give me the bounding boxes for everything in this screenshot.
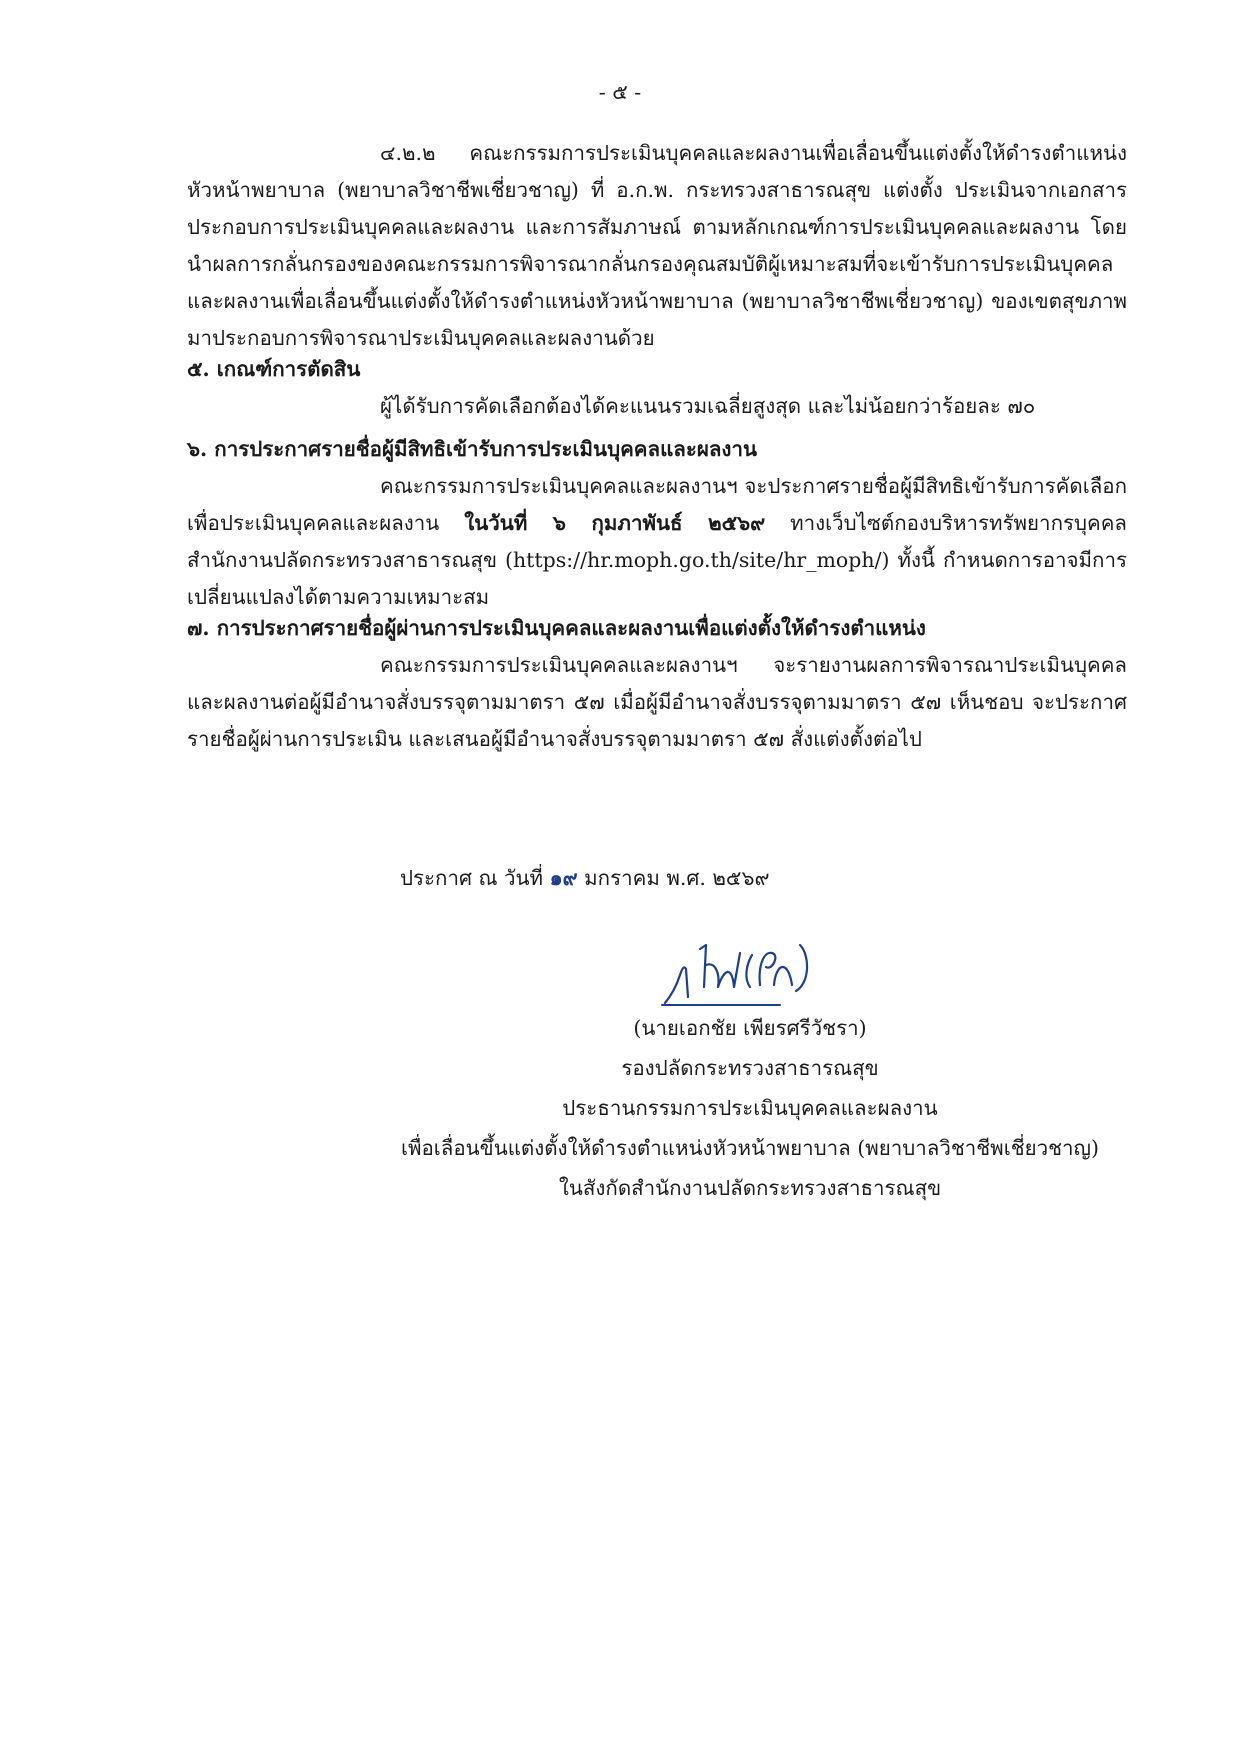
section-7-heading: ๗. การประกาศรายชื่อผู้ผ่านการประเมินบุคคลและผลงานเพื่อแต่งตั้งให้ดำรงตำแหน่ง xyxy=(187,616,926,640)
signatory-position: รองปลัดกระทรวงสาธารณสุข xyxy=(621,1056,879,1080)
signatory-role-3: ในสังกัดสำนักงานปลัดกระทรวงสาธารณสุข xyxy=(558,1176,942,1200)
announcement-date xyxy=(400,860,1000,897)
announcement-prefix: ประกาศ ณ วันที่ xyxy=(400,866,544,890)
signatory-role-2: เพื่อเลื่อนขึ้นแต่งตั้งให้ดำรงตำแหน่งหัวหน้าพยาบาล (พยาบาลวิชาชีพเชี่ยวชาญ) xyxy=(400,1136,1100,1160)
page-number: - ๕ - xyxy=(598,80,642,104)
signatory-name: (นายเอกชัย เพียรศรีวัชรา) xyxy=(633,1016,867,1040)
section-6-text-after: ทางเว็บไซต์กองบริหารทรัพยากรบุคคล สำนักงานปลัดกระทรวงสาธารณสุข (https://hr.moph.go.th/site/hr_moph/) ทั้งนี้ กำหนดการอาจมีการเปลี่ยนแปลงได้ตามความเหมาะสม xyxy=(187,511,1127,609)
signatory-role-1: ประธานกรรมการประเมินบุคคลและผลงาน xyxy=(562,1096,938,1120)
section-6-text-before: คณะกรรมการประเมินบุคคลและผลงานฯ จะประกาศรายชื่อผู้มีสิทธิเข้ารับการคัดเลือกเพื่อประเมินบุคคลและผลงาน xyxy=(187,474,1127,535)
section-7-paragraph: คณะกรรมการประเมินบุคคลและผลงานฯ จะรายงานผลการพิจารณาประเมินบุคคลและผลงานต่อผู้มีอำนาจสั่งบรรจุตามมาตรา ๕๗ เมื่อผู้มีอำนาจสั่งบรรจุตามมาตรา ๕๗ เห็นชอบ จะประกาศรายชื่อผู้ผ่านการประเมิน และเสนอผู้มีอำนาจสั่งบรรจุตามมาตรา ๕๗ สั่งแต่งตั้งต่อไป xyxy=(187,653,1127,751)
section-5-paragraph: ผู้ได้รับการคัดเลือกต้องได้คะแนนรวมเฉลี่ยสูงสุด และไม่น้อยกว่าร้อยละ ๗๐ xyxy=(380,394,1036,418)
section-5-heading: ๕. เกณฑ์การตัดสิน xyxy=(187,357,361,381)
section-4-2-2-paragraph: ๔.๒.๒ คณะกรรมการประเมินบุคคลและผลงานเพื่อเลื่อนขึ้นแต่งตั้งให้ดำรงตำแหน่งหัวหน้าพยาบาล (พยาบาลวิชาชีพเชี่ยวชาญ) ที่ อ.ก.พ. กระทรวงสาธารณสุข แต่งตั้ง ประเมินจากเอกสารประกอบการประเมินบุคคลและผลงาน และการสัมภาษณ์ ตามหลักเกณฑ์การประเมินบุคคลและผลงาน โดยนำผลการกลั่นกรองของคณะกรรมการพิจารณากลั่นกรองคุณสมบัติผู้เหมาะสมที่จะเข้ารับการประเมินบุคคลและผลงานเพื่อเลื่อนขึ้นแต่งตั้งให้ดำรงตำแหน่งหัวหน้าพยาบาล (พยาบาลวิชาชีพเชี่ยวชาญ) ของเขตสุขภาพ มาประกอบการพิจารณาประเมินบุคคลและผลงานด้วย xyxy=(187,141,1127,350)
handwritten-signature xyxy=(660,935,840,1010)
section-6-paragraph xyxy=(187,468,1127,616)
announcement-suffix: มกราคม พ.ศ. ๒๕๖๙ xyxy=(584,866,770,890)
section-6-date-bold: ในวันที่ ๖ กุมภาพันธ์ ๒๕๖๙ xyxy=(464,511,766,535)
section-6-heading: ๖. การประกาศรายชื่อผู้มีสิทธิเข้ารับการประเมินบุคคลและผลงาน xyxy=(187,437,757,461)
announcement-day: ๑๙ xyxy=(549,866,578,890)
